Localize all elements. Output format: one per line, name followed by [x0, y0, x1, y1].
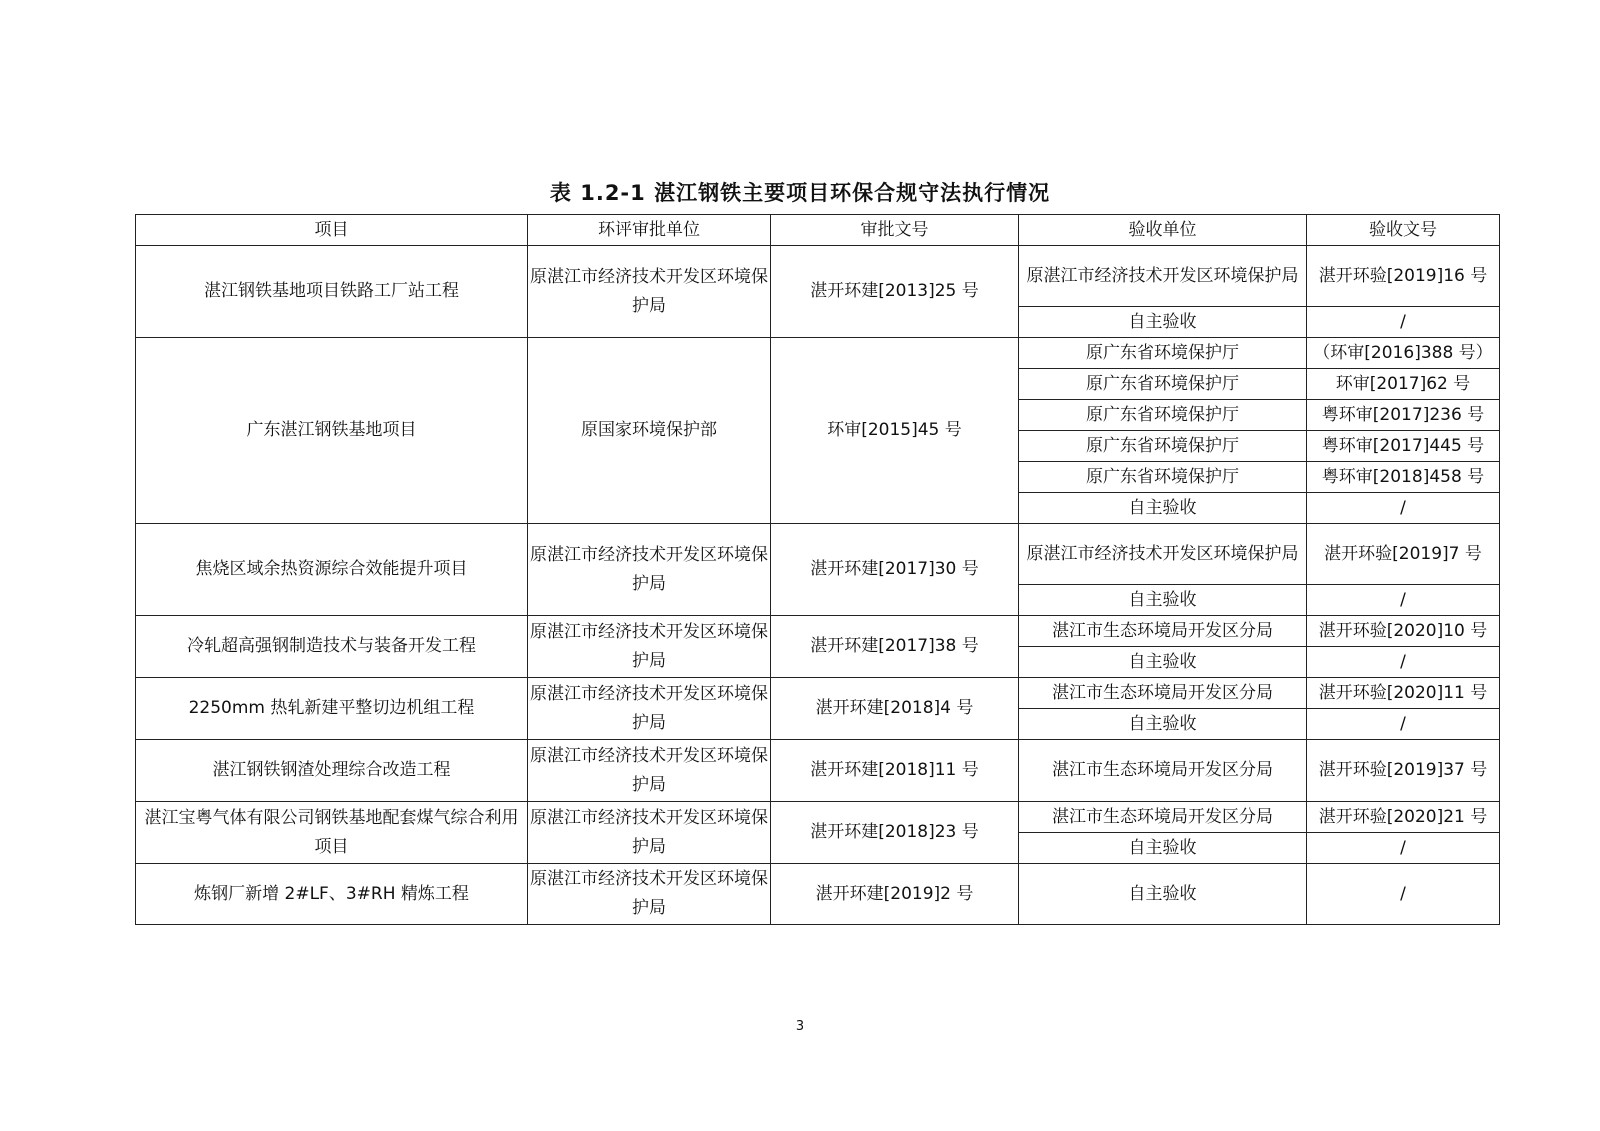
project-name-cell: 2250mm 热轧新建平整切边机组工程 — [136, 678, 528, 740]
project-name-cell: 湛江钢铁钢渣处理综合改造工程 — [136, 740, 528, 802]
table-row — [136, 864, 1500, 925]
acceptance-unit-cell: 自主验收 — [1019, 833, 1307, 864]
acceptance-doc-cell: / — [1307, 585, 1500, 616]
acceptance-unit-cell: 原广东省环境保护厅 — [1019, 462, 1307, 493]
approver-cell: 原湛江市经济技术开发区环境保护局 — [528, 678, 771, 740]
acceptance-unit-cell: 湛江市生态环境局开发区分局 — [1019, 678, 1307, 709]
acceptance-unit-cell: 自主验收 — [1019, 647, 1307, 678]
table-row — [136, 740, 1500, 802]
acceptance-doc-cell: 湛开环验[2020]21 号 — [1307, 802, 1500, 833]
acceptance-unit-cell: 湛江市生态环境局开发区分局 — [1019, 802, 1307, 833]
project-name-cell: 炼钢厂新增 2#LF、3#RH 精炼工程 — [136, 864, 528, 925]
approver-cell: 原湛江市经济技术开发区环境保护局 — [528, 524, 771, 616]
table-row — [136, 338, 1500, 369]
acceptance-doc-cell: 湛开环验[2019]7 号 — [1307, 524, 1500, 585]
acceptance-unit-cell: 自主验收 — [1019, 585, 1307, 616]
acceptance-unit-cell: 原广东省环境保护厅 — [1019, 369, 1307, 400]
table-body — [136, 246, 1500, 925]
table-row — [136, 678, 1500, 709]
acceptance-unit-cell: 自主验收 — [1019, 864, 1307, 925]
header-cell: 环评审批单位 — [528, 215, 771, 246]
acceptance-unit-cell: 湛江市生态环境局开发区分局 — [1019, 616, 1307, 647]
acceptance-doc-cell: / — [1307, 307, 1500, 338]
compliance-table — [135, 214, 1500, 925]
table-row — [136, 246, 1500, 307]
header-cell: 验收单位 — [1019, 215, 1307, 246]
acceptance-doc-cell: 粤环审[2017]236 号 — [1307, 400, 1500, 431]
header-cell: 项目 — [136, 215, 528, 246]
acceptance-doc-cell: 湛开环验[2020]10 号 — [1307, 616, 1500, 647]
acceptance-doc-cell: 环审[2017]62 号 — [1307, 369, 1500, 400]
acceptance-doc-cell: （环审[2016]388 号） — [1307, 338, 1500, 369]
acceptance-unit-cell: 自主验收 — [1019, 709, 1307, 740]
project-name-cell: 湛江钢铁基地项目铁路工厂站工程 — [136, 246, 528, 338]
page-number: 3 — [795, 1019, 805, 1034]
approver-cell: 原湛江市经济技术开发区环境保护局 — [528, 246, 771, 338]
acceptance-doc-cell: 粤环审[2017]445 号 — [1307, 431, 1500, 462]
table-row — [136, 524, 1500, 585]
acceptance-doc-cell: / — [1307, 493, 1500, 524]
header-row — [136, 215, 1500, 246]
acceptance-doc-cell: 湛开环验[2019]16 号 — [1307, 246, 1500, 307]
approval-doc-cell: 环审[2015]45 号 — [771, 338, 1019, 524]
acceptance-unit-cell: 原湛江市经济技术开发区环境保护局 — [1019, 246, 1307, 307]
acceptance-unit-cell: 自主验收 — [1019, 493, 1307, 524]
approval-doc-cell: 湛开环建[2019]2 号 — [771, 864, 1019, 925]
acceptance-doc-cell: / — [1307, 647, 1500, 678]
acceptance-doc-cell: 湛开环验[2020]11 号 — [1307, 678, 1500, 709]
acceptance-doc-cell: / — [1307, 833, 1500, 864]
approval-doc-cell: 湛开环建[2017]30 号 — [771, 524, 1019, 616]
approver-cell: 原湛江市经济技术开发区环境保护局 — [528, 864, 771, 925]
approver-cell: 原湛江市经济技术开发区环境保护局 — [528, 740, 771, 802]
project-name-cell: 广东湛江钢铁基地项目 — [136, 338, 528, 524]
approval-doc-cell: 湛开环建[2013]25 号 — [771, 246, 1019, 338]
table-row — [136, 616, 1500, 647]
acceptance-doc-cell: / — [1307, 709, 1500, 740]
table-title: 表 1.2-1 湛江钢铁主要项目环保合规守法执行情况 — [549, 181, 1051, 205]
approval-doc-cell: 湛开环建[2017]38 号 — [771, 616, 1019, 678]
project-name-cell: 冷轧超高强钢制造技术与装备开发工程 — [136, 616, 528, 678]
approval-doc-cell: 湛开环建[2018]4 号 — [771, 678, 1019, 740]
project-name-cell: 焦烧区域余热资源综合效能提升项目 — [136, 524, 528, 616]
approver-cell: 原湛江市经济技术开发区环境保护局 — [528, 616, 771, 678]
acceptance-unit-cell: 原广东省环境保护厅 — [1019, 400, 1307, 431]
acceptance-doc-cell: 湛开环验[2019]37 号 — [1307, 740, 1500, 802]
approval-doc-cell: 湛开环建[2018]11 号 — [771, 740, 1019, 802]
approver-cell: 原湛江市经济技术开发区环境保护局 — [528, 802, 771, 864]
approval-doc-cell: 湛开环建[2018]23 号 — [771, 802, 1019, 864]
acceptance-doc-cell: 粤环审[2018]458 号 — [1307, 462, 1500, 493]
acceptance-unit-cell: 湛江市生态环境局开发区分局 — [1019, 740, 1307, 802]
acceptance-unit-cell: 自主验收 — [1019, 307, 1307, 338]
acceptance-unit-cell: 原广东省环境保护厅 — [1019, 431, 1307, 462]
acceptance-unit-cell: 原湛江市经济技术开发区环境保护局 — [1019, 524, 1307, 585]
acceptance-doc-cell: / — [1307, 864, 1500, 925]
project-name-cell: 湛江宝粤气体有限公司钢铁基地配套煤气综合利用项目 — [136, 802, 528, 864]
approver-cell: 原国家环境保护部 — [528, 338, 771, 524]
table-row — [136, 802, 1500, 833]
header-cell: 审批文号 — [771, 215, 1019, 246]
acceptance-unit-cell: 原广东省环境保护厅 — [1019, 338, 1307, 369]
header-cell: 验收文号 — [1307, 215, 1500, 246]
